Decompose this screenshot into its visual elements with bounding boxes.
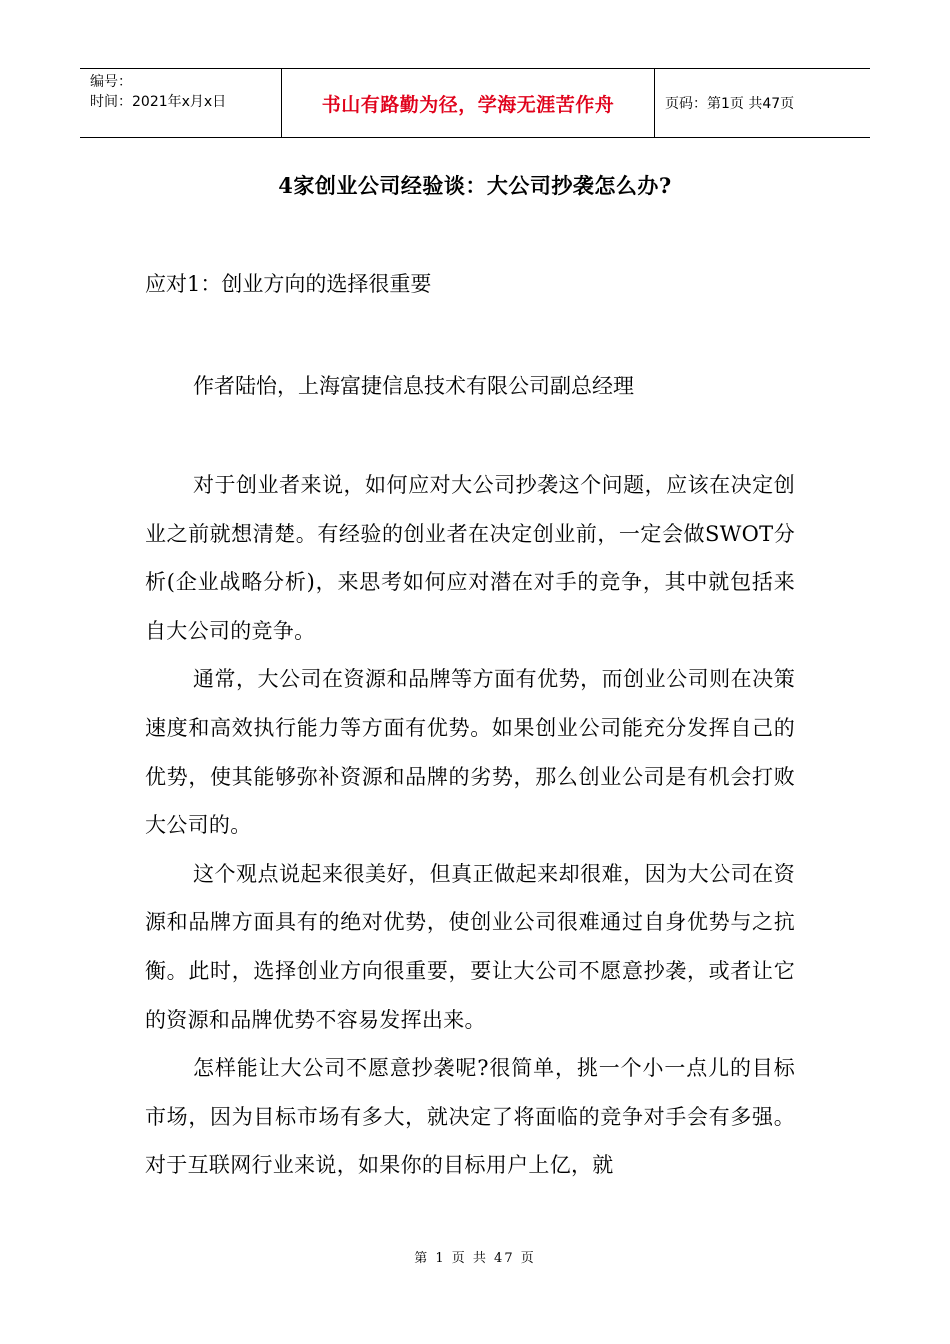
header-date: 时间：2021年x月x日 (90, 94, 227, 110)
document-body (145, 461, 795, 1190)
paragraph: 通常，大公司在资源和品牌等方面有优势，而创业公司则在决策速度和高效执行能力等方面有优势。如果创业公司能充分发挥自己的优势，使其能够弥补资源和品牌的劣势，那么创业公司是有机会打败大公司的。 (145, 667, 795, 838)
section-heading: 应对1：创业方向的选择很重要 (145, 272, 432, 296)
header-number-label: 编号： (90, 74, 132, 90)
header-motto-cell (282, 69, 655, 137)
header-meta-cell (80, 69, 282, 137)
paragraph: 对于创业者来说，如何应对大公司抄袭这个问题，应该在决定创业之前就想清楚。有经验的创业者在决定创业前，一定会做SWOT分析(企业战略分析)，来思考如何应对潜在对手的竞争，其中就包括来自大公司的竞争。 (145, 473, 795, 643)
paragraph: 怎样能让大公司不愿意抄袭呢?很简单，挑一个小一点儿的目标市场，因为目标市场有多大，就决定了将面临的竞争对手会有多强。对于互联网行业来说，如果你的目标用户上亿，就 (145, 1056, 795, 1178)
page-footer: 第 1 页 共 47 页 (414, 1251, 536, 1266)
author-line: 作者陆怡，上海富捷信息技术有限公司副总经理 (193, 374, 634, 398)
header-page-info: 页码：第1页 共47页 (665, 96, 795, 112)
document-header (80, 68, 870, 138)
header-motto: 书山有路勤为径，学海无涯苦作舟 (321, 93, 615, 116)
paragraph: 这个观点说起来很美好，但真正做起来却很难，因为大公司在资源和品牌方面具有的绝对优势，使创业公司很难通过自身优势与之抗衡。此时，选择创业方向很重要，要让大公司不愿意抄袭，或者让它的资源和品牌优势不容易发挥出来。 (145, 861, 795, 1032)
header-page-cell (655, 69, 870, 137)
document-title: 4家创业公司经验谈：大公司抄袭怎么办? (278, 173, 672, 198)
